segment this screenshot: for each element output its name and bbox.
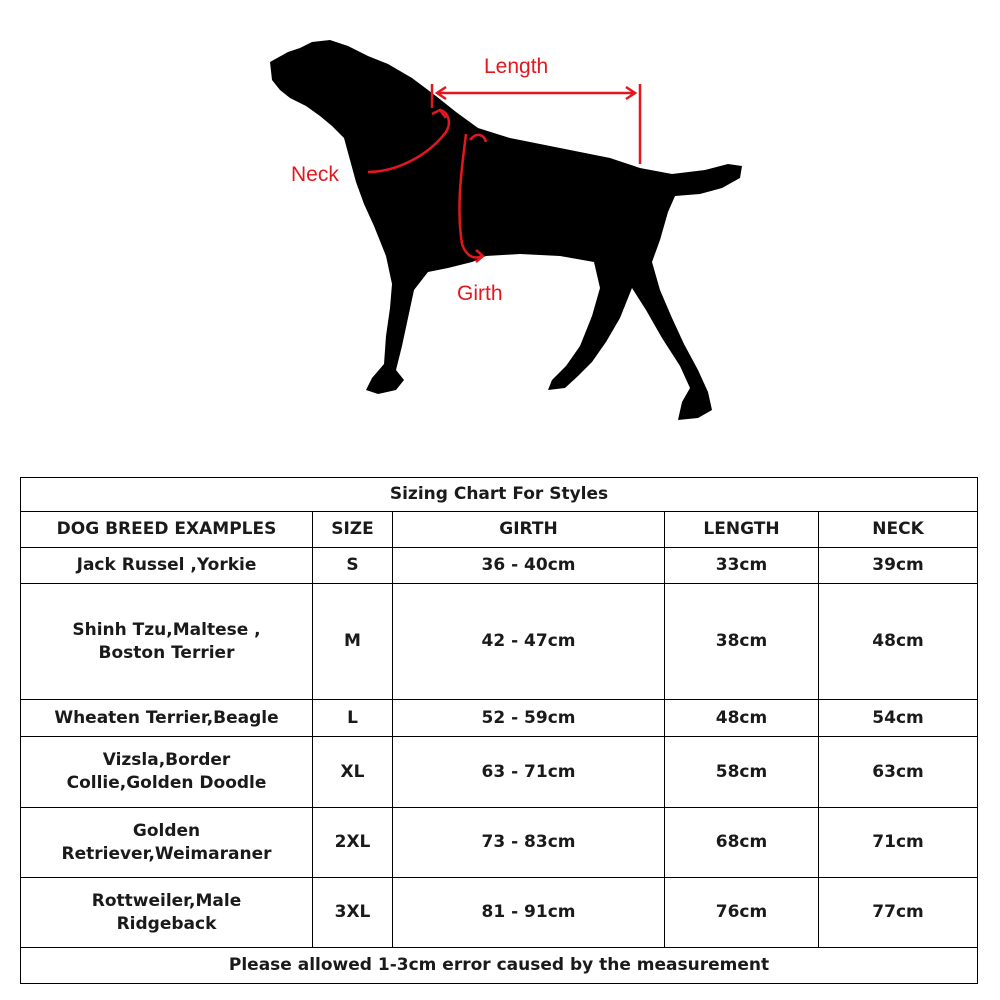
breed-cell — [21, 878, 313, 948]
neck-cell: 48cm — [819, 584, 978, 700]
table-title: Sizing Chart For Styles — [21, 478, 978, 512]
dog-silhouette — [270, 40, 742, 420]
girth-cell: 36 - 40cm — [393, 548, 665, 584]
length-cell: 76cm — [665, 878, 819, 948]
table-row — [21, 808, 978, 878]
table-footer-row — [21, 948, 978, 984]
table-row — [21, 737, 978, 808]
girth-label: Girth — [457, 282, 503, 305]
length-cell: 33cm — [665, 548, 819, 584]
breed-line: Golden — [132, 820, 201, 841]
header-girth: GIRTH — [393, 512, 665, 548]
sizing-chart-table — [20, 477, 978, 984]
header-length: LENGTH — [665, 512, 819, 548]
neck-cell: 63cm — [819, 737, 978, 808]
breed-line: Shinh Tzu,Maltese , — [72, 619, 261, 640]
breed-cell — [21, 700, 313, 737]
neck-label: Neck — [291, 163, 339, 186]
size-cell: M — [313, 584, 393, 700]
breed-line: Wheaten Terrier,Beagle — [54, 707, 279, 728]
header-breed: DOG BREED EXAMPLES — [21, 512, 313, 548]
measurement-note: Please allowed 1-3cm error caused by the measurement — [21, 948, 978, 984]
girth-cell: 73 - 83cm — [393, 808, 665, 878]
breed-line: Collie,Golden Doodle — [66, 773, 267, 793]
size-cell: 3XL — [313, 878, 393, 948]
breed-cell — [21, 584, 313, 700]
girth-cell: 63 - 71cm — [393, 737, 665, 808]
girth-cell: 52 - 59cm — [393, 700, 665, 737]
breed-line: Boston Terrier — [98, 642, 235, 663]
neck-cell: 71cm — [819, 808, 978, 878]
table-row — [21, 584, 978, 700]
neck-cell: 39cm — [819, 548, 978, 584]
breed-line: Retriever,Weimaraner — [61, 843, 272, 864]
breed-line: Jack Russel ,Yorkie — [76, 555, 257, 576]
length-cell: 68cm — [665, 808, 819, 878]
breed-line: Ridgeback — [116, 913, 217, 934]
length-cell: 38cm — [665, 584, 819, 700]
size-cell: L — [313, 700, 393, 737]
size-cell: XL — [313, 737, 393, 808]
breed-line: Vizsla,Border — [102, 750, 231, 771]
girth-cell: 42 - 47cm — [393, 584, 665, 700]
length-label: Length — [484, 55, 549, 78]
table-row — [21, 878, 978, 948]
header-size: SIZE — [313, 512, 393, 548]
breed-cell — [21, 548, 313, 584]
breed-cell — [21, 737, 313, 808]
size-cell: S — [313, 548, 393, 584]
length-cell: 58cm — [665, 737, 819, 808]
size-cell: 2XL — [313, 808, 393, 878]
table-row — [21, 700, 978, 737]
header-neck: NECK — [819, 512, 978, 548]
girth-cell: 81 - 91cm — [393, 878, 665, 948]
length-cell: 48cm — [665, 700, 819, 737]
breed-cell — [21, 808, 313, 878]
table-row — [21, 548, 978, 584]
neck-cell: 54cm — [819, 700, 978, 737]
table-title-row — [21, 478, 978, 512]
neck-cell: 77cm — [819, 878, 978, 948]
breed-line: Rottweiler,Male — [91, 890, 242, 911]
table-header-row — [21, 512, 978, 548]
measurement-diagram — [0, 0, 1000, 460]
